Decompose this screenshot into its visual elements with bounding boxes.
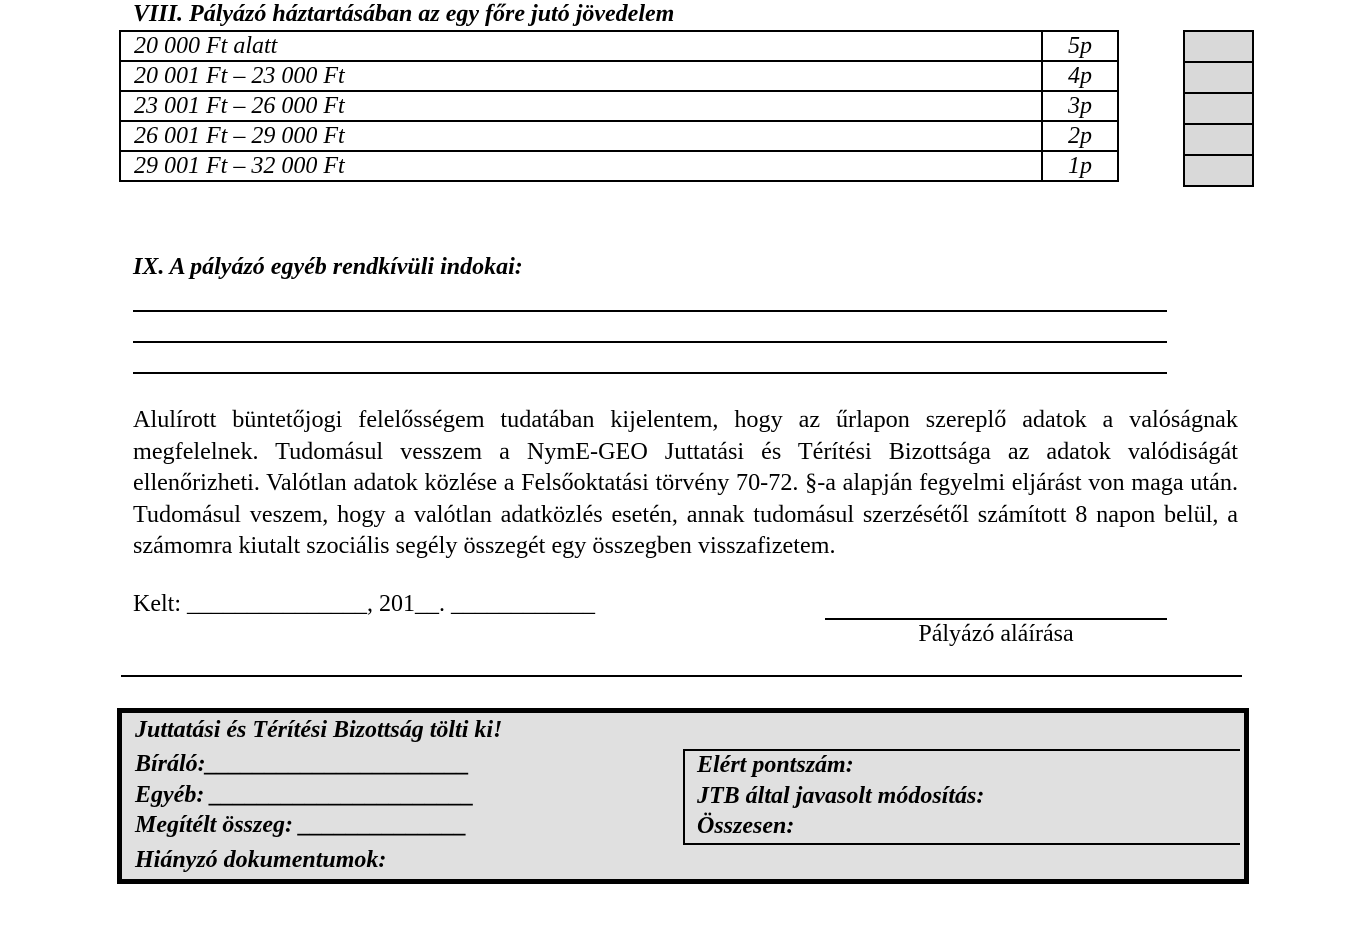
score-checkbox[interactable] [1185,32,1252,63]
points-cell: 3p [1042,91,1118,121]
income-range-cell: 26 001 Ft – 29 000 Ft [120,121,1042,151]
missing-documents-field[interactable]: Hiányzó dokumentumok: [135,847,387,873]
scoring-box [683,749,1240,845]
jtb-modification-field[interactable]: JTB által javasolt módosítás: [697,783,985,809]
table-row [120,151,1118,181]
total-field[interactable]: Összesen: [697,813,795,839]
other-field[interactable]: Egyéb: ______________________ [135,782,475,808]
income-range-cell: 29 001 Ft – 32 000 Ft [120,151,1042,181]
points-achieved-field[interactable]: Elért pontszám: [697,752,854,778]
score-checkbox[interactable] [1185,63,1252,94]
section-8-title: VIII. Pályázó háztartásában az egy főre jutó jövedelem [133,1,675,27]
table-row [120,61,1118,91]
granted-amount-field[interactable]: Megítélt összeg: ______________ [135,812,467,838]
signature-line[interactable] [825,618,1167,620]
points-cell: 4p [1042,61,1118,91]
score-checkbox[interactable] [1185,94,1252,125]
signature-label: Pályázó aláírása [918,621,1074,647]
reason-line-3[interactable] [133,372,1167,374]
income-range-cell: 20 001 Ft – 23 000 Ft [120,61,1042,91]
reviewer-field[interactable]: Bíráló:______________________ [135,751,470,777]
points-cell: 5p [1042,31,1118,61]
score-checkbox[interactable] [1185,156,1252,185]
income-range-cell: 23 001 Ft – 26 000 Ft [120,91,1042,121]
reason-line-1[interactable] [133,310,1167,312]
income-table [119,30,1119,182]
reason-line-2[interactable] [133,341,1167,343]
committee-title: Juttatási és Térítési Bizottság tölti ki! [135,717,503,743]
points-cell: 2p [1042,121,1118,151]
score-checkbox[interactable] [1185,125,1252,156]
score-checkbox-column [1183,30,1254,187]
table-row [120,91,1118,121]
table-row [120,31,1118,61]
section-divider [121,675,1242,677]
section-9-title: IX. A pályázó egyéb rendkívüli indokai: [133,254,523,280]
committee-box [117,708,1249,884]
points-cell: 1p [1042,151,1118,181]
income-range-cell: 20 000 Ft alatt [120,31,1042,61]
date-line[interactable]: Kelt: _______________, 201__. ____________ [133,591,595,617]
declaration-text: Alulírott büntetőjogi felelősségem tudatában kijelentem, hogy az űrlapon szereplő adatok a valóságnak megfelelnek. Tudomásul vesszem a NymE-GEO Juttatási és Térítési Bizottsága az adatok valódiságát ellenőrizheti. Valótlan adatok közlése a Felsőoktatási törvény 70-72. §-a alapján fegyelmi eljárást von maga után. Tudomásul veszem, hogy a valótlan adatközlés esetén, annak tudomásul szerzésétől számított 8 napon belül, a számomra kiutalt szociális segély összegét egy összegben visszafizetem. [133,406,1238,559]
table-row [120,121,1118,151]
